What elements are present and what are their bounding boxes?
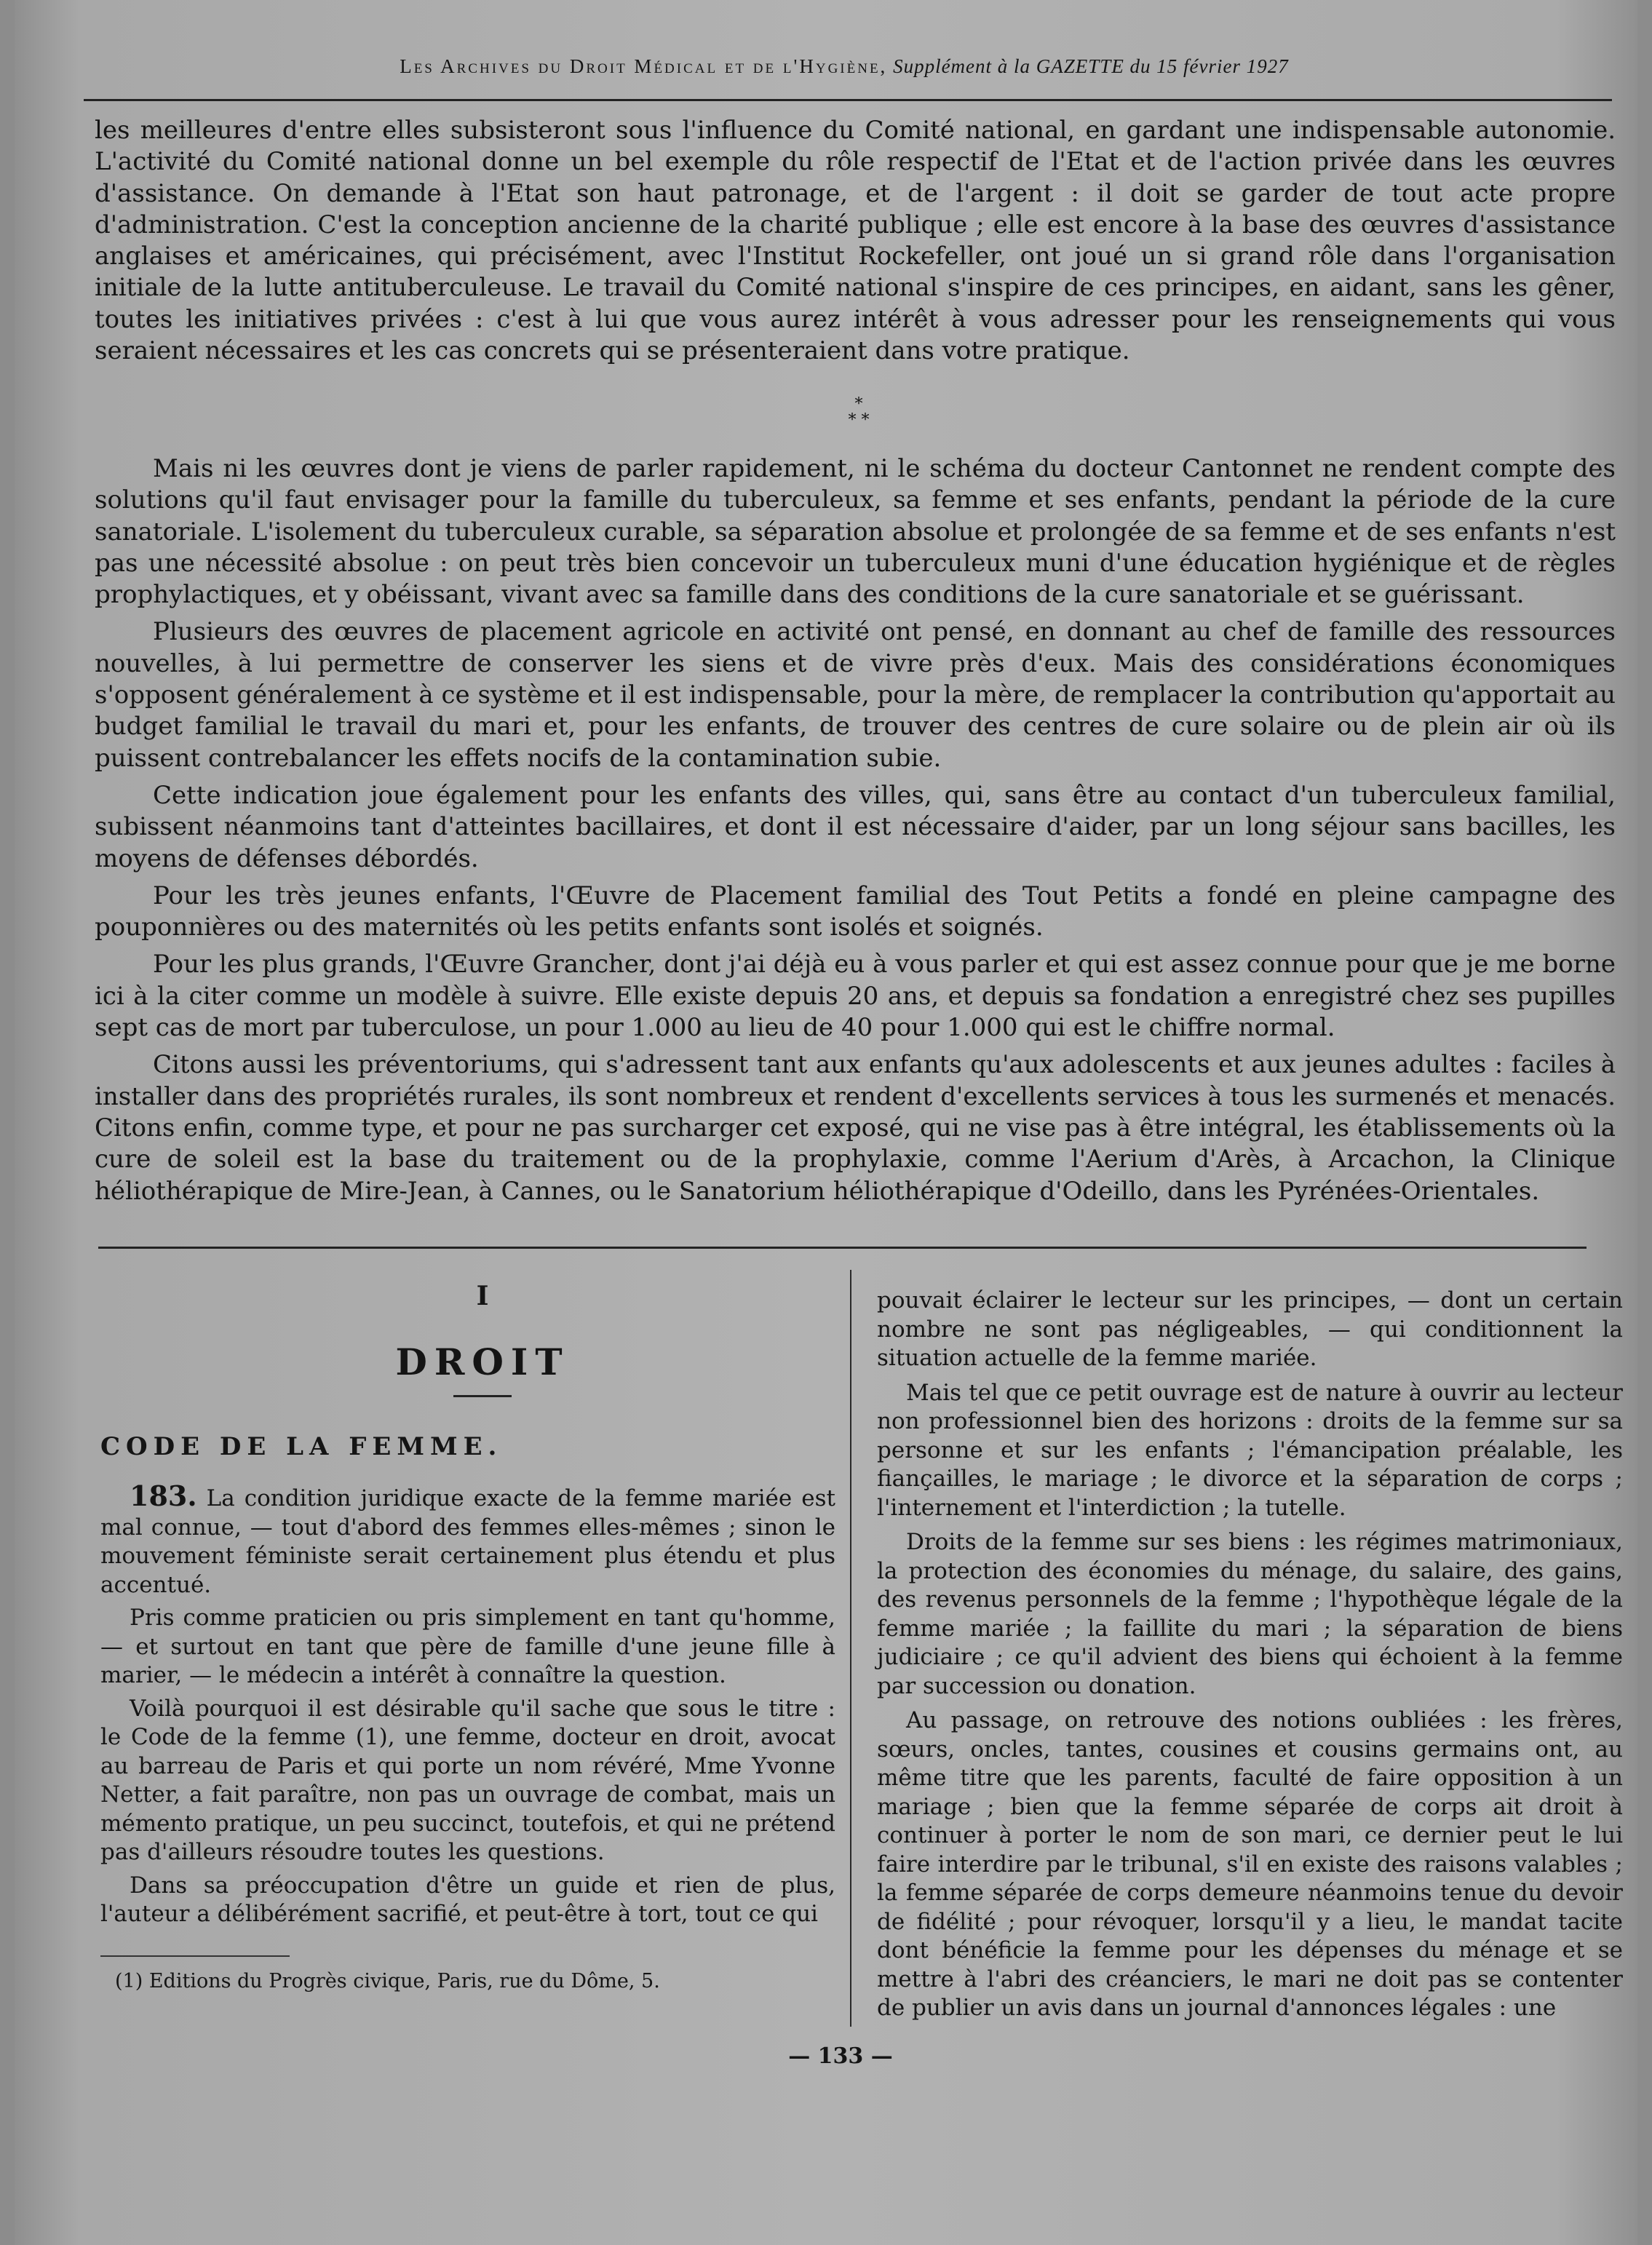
- section-title: DROIT: [395, 1340, 570, 1383]
- asterisk-bottom: * *: [848, 411, 870, 429]
- section-separator-asterisks: [837, 397, 881, 429]
- column-divider: [850, 1270, 851, 2027]
- paragraph: Citons aussi les préventoriums, qui s'adressent tant aux enfants qu'aux adolescents et aux jeunes adultes : faciles à installer dans des propriétés rurales, ils sont nombreux et rendent d'excellents services à tous les surmenés et menacés. Citons enfin, comme type, et pour ne pas surcharger cet exposé, qui ne vise pas à être intégral, les établissements où la cure de soleil est la base du traitement ou de la prophylaxie, comme l'Aerium d'Arès, à Arcachon, la Clinique héliothérapique de Mire-Jean, à Cannes, ou le Sanatorium héliothérapique d'Odeillo, dans les Pyrénées-Orientales.: [95, 1050, 1616, 1206]
- footnote-rule: [100, 1955, 290, 1957]
- right-column: [877, 1287, 1623, 2023]
- paragraph: Droits de la femme sur ses biens : les régimes matrimoniaux, la protection des économies du ménage, du salaire, des gains, des revenus personnels de la femme ; l'hypothèque légale de la femme mariée ; la faillite du mari ; la séparation de biens judiciaire ; ce qu'il advient des biens qui échoient à la femme par succession ou donation.: [877, 1529, 1623, 1699]
- paragraph: Mais tel que ce petit ouvrage est de nature à ouvrir au lecteur non professionnel bien des horizons : droits de la femme sur sa personne et sur les enfants ; l'émancipation préalable, les fiançailles, le mariage ; le divorce et la séparation de corps ; l'internement et l'interdiction ; la tutelle.: [877, 1379, 1623, 1521]
- paragraph: [100, 1479, 835, 1600]
- section-rule: [98, 1247, 1587, 1249]
- article-number: 183.: [130, 1479, 197, 1512]
- paragraph: Au passage, on retrouve des notions oubliées : les frères, sœurs, oncles, tantes, cousines et cousins germains ont, au même titre que les parents, faculté de faire opposition à un mariage ; bien que la femme séparée de corps ait droit à continuer à porter le nom de son mari, ce dernier peut le lui faire interdire par le tribunal, s'il en existe des raisons valables ; la femme séparée de corps demeure néanmoins tenue du devoir de fidélité ; pour révoquer, lorsqu'il y a lieu, le mandat tacite dont bénéficie la femme pour les dépenses du ménage et se mettre à l'abri des créanciers, le mari ne doit pas se contenter de publier un avis dans un journal d'annonces légales : une: [877, 1707, 1623, 2021]
- paragraph: Plusieurs des œuvres de placement agricole en activité ont pensé, en donnant au chef de famille des ressources nouvelles, à lui permettre de conserver les siens et de vivre près d'eux. Mais des considérations économiques s'opposent généralement à ce système et il est indispensable, pour la mère, de remplacer la contribution qu'apportait au budget familial le travail du mari et, pour les enfants, de trouver des centres de cure solaire ou de plein air où ils puissent contrebalancer les effets nocifs de la contamination subie.: [95, 617, 1616, 773]
- running-head-supplement: Supplément à la GAZETTE du 15 février 1927: [893, 55, 1289, 77]
- paragraph: Cette indication joue également pour les enfants des villes, qui, sans être au contact d'un tuberculeux familial, subissent néanmoins tant d'atteintes bacillaires, et dont il est nécessaire d'aider, par un long séjour sans bacilles, les moyens de défenses débordés.: [95, 780, 1616, 873]
- running-head: [189, 55, 1499, 78]
- paragraph: Pour les plus grands, l'Œuvre Grancher, dont j'ai déjà eu à vous parler et qui est assez connue pour que je me borne ici à la citer comme un modèle à suivre. Elle existe depuis 20 ans, et depuis sa fondation a enregistré chez ses pupilles sept cas de mort par tuberculose, un pour 1.000 au lieu de 40 pour 1.000 qui est le chiffre normal.: [95, 950, 1616, 1043]
- section-title-underline: [453, 1395, 512, 1397]
- paragraph: pouvait éclairer le lecteur sur les principes, — dont un certain nombre ne sont pas négligeables, — qui conditionnent la situation actuelle de la femme mariée.: [877, 1287, 1623, 1371]
- paragraph-text: La condition juridique exacte de la femme mariée est mal connue, — tout d'abord des femmes elles-mêmes ; sinon le mouvement féministe serait certainement plus étendu et plus accentué.: [100, 1485, 835, 1598]
- left-column-text: [100, 1479, 835, 1929]
- paragraph: Mais ni les œuvres dont je viens de parler rapidement, ni le schéma du docteur Cantonnet ne rendent compte des solutions qu'il faut envisager pour la famille du tuberculeux, sa femme et ses enfants, pendant la période de la cure sanatoriale. L'isolement du tuberculeux curable, sa séparation absolue et prolongée de sa femme et de ses enfants n'est pas une nécessité absolue : on peut très bien concevoir un tuberculeux muni d'une éducation hygiénique et de règles prophylactiques, et y obéissant, vivant avec sa famille dans des conditions de la cure sanatoriale et se guérissant.: [95, 454, 1616, 610]
- page-number: — 133 —: [788, 2043, 893, 2069]
- running-head-journal: Les Archives du Droit Médical et de l'Hygiène,: [400, 55, 888, 77]
- paragraph: Pour les très jeunes enfants, l'Œuvre de Placement familial des Tout Petits a fondé en pleine campagne des pouponnières ou des maternités où les petits enfants sont isolés et soignés.: [95, 881, 1616, 942]
- asterisk-top: *: [854, 395, 863, 413]
- top-section: [95, 115, 1616, 367]
- article-heading: CODE DE LA FEMME.: [100, 1432, 503, 1461]
- footnote: (1) Editions du Progrès civique, Paris, rue du Dôme, 5.: [115, 1969, 660, 1992]
- header-rule: [84, 99, 1612, 101]
- middle-section: [95, 453, 1616, 1207]
- paragraph: Voilà pourquoi il est désirable qu'il sache que sous le titre : le Code de la femme (1), une femme, docteur en droit, avocat au barreau de Paris et qui porte un nom révéré, Mme Yvonne Netter, a fait paraître, non pas un ouvrage de combat, mais un mémento pratique, un peu succinct, toutefois, et qui ne prétend pas d'ailleurs résoudre toutes les questions.: [100, 1695, 835, 1865]
- left-column: [100, 1281, 835, 1992]
- paragraph: les meilleures d'entre elles subsisteront sous l'influence du Comité national, en gardant une indispensable autonomie. L'activité du Comité national donne un bel exemple du rôle respectif de l'Etat et de l'action privée dans les œuvres d'assistance. On demande à l'Etat son haut patronage, et de l'argent : il doit se garder de tout acte propre d'administration. C'est la conception ancienne de la charité publique ; elle est encore à la base des œuvres d'assistance anglaises et américaines, qui précisément, avec l'Institut Rockefeller, ont joué un si grand rôle dans l'organisation initiale de la lutte antituberculeuse. Le travail du Comité national s'inspire de ces principes, en aidant, sans les gêner, toutes les initiatives privées : c'est à lui que vous aurez intérêt à vous adresser pour les renseignements qui vous seraient nécessaires et les cas concrets qui se présenteraient dans votre pratique.: [95, 116, 1616, 366]
- section-number: I: [476, 1281, 489, 1311]
- document-page: [15, 0, 1637, 2245]
- paragraph: Pris comme praticien ou pris simplement en tant qu'homme, — et surtout en tant que père de famille d'une jeune fille à marier, — le médecin a intérêt à connaître la question.: [100, 1605, 835, 1688]
- paragraph: Dans sa préoccupation d'être un guide et rien de plus, l'auteur a délibérément sacrifié, et peut-être à tort, tout ce qui: [100, 1872, 835, 1927]
